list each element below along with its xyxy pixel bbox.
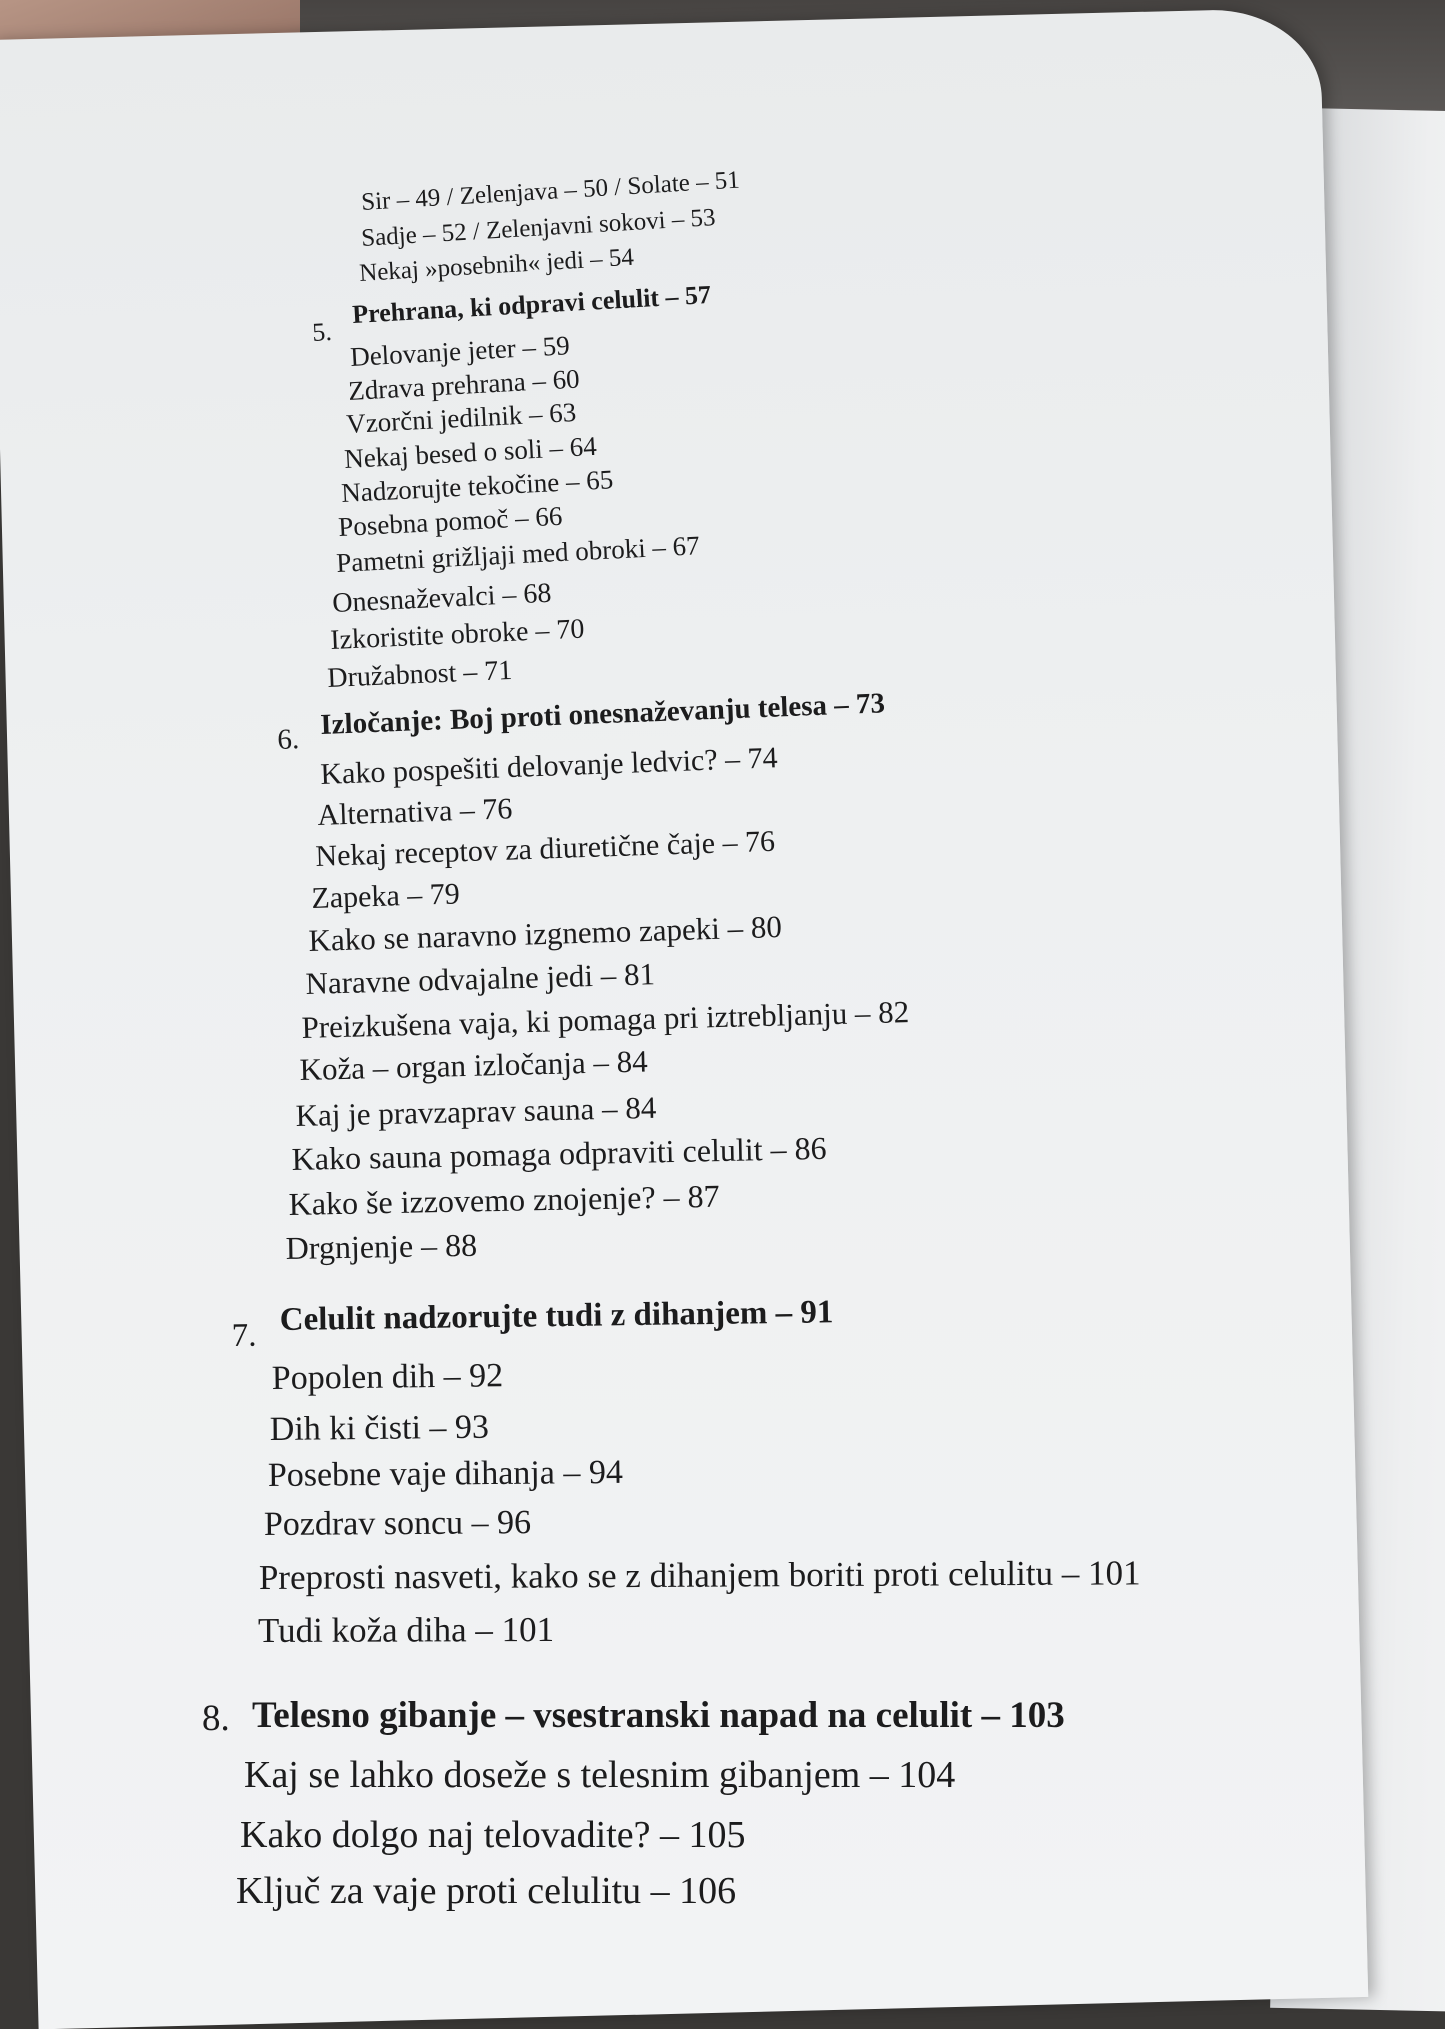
- toc-entry: Izkoristite obroke – 70: [329, 613, 586, 656]
- toc-entry: Posebne vaje dihanja – 94: [267, 1453, 624, 1494]
- toc-entry: Popolen dih – 92: [271, 1357, 504, 1397]
- toc-entry: Tudi koža diha – 101: [257, 1609, 555, 1650]
- chapter-title: Prehrana, ki odpravi celulit – 57: [351, 279, 712, 329]
- toc-entry: Zapeka – 79: [310, 877, 461, 915]
- toc-entry: Ključ za vaje proti celulitu – 106: [236, 1870, 737, 1912]
- toc-entry: Družabnost – 71: [326, 654, 513, 694]
- toc-entry: Nekaj receptov za diuretične čaje – 76: [314, 824, 776, 873]
- chapter-title: Telesno gibanje – vsestranski napad na celulit – 103: [252, 1695, 1065, 1736]
- chapter-number: 8.: [201, 1697, 230, 1739]
- chapter-title: Celulit nadzorujte tudi z dihanjem – 91: [279, 1294, 834, 1338]
- toc-entry: Kako sauna pomaga odpraviti celulit – 86: [291, 1129, 827, 1177]
- toc-entry: Alternativa – 76: [316, 792, 513, 832]
- toc-entry: Onesnaževalci – 68: [331, 577, 553, 619]
- toc-entry: Drgnjenje – 88: [285, 1226, 478, 1266]
- chapter-title: Izločanje: Boj proti onesnaževanju telesa – 73: [319, 687, 886, 741]
- toc-entry: Sir – 49 / Zelenjava – 50 / Solate – 51: [360, 166, 741, 216]
- toc-entry: Kako pospešiti delovanje ledvic? – 74: [319, 741, 779, 791]
- chapter-number: 6.: [276, 723, 300, 756]
- toc-entry: Pozdrav soncu – 96: [263, 1504, 532, 1543]
- toc-entry: Kako dolgo naj telovadite? – 105: [240, 1814, 746, 1856]
- toc-entry: Nadzorujte tekočine – 65: [340, 464, 614, 508]
- toc-entry: Delovanje jeter – 59: [349, 330, 571, 372]
- toc-entry: Preizkušena vaja, ki pomaga pri iztrebljanju – 82: [301, 994, 910, 1045]
- toc-entry: Vzorčni jedilnik – 63: [345, 396, 577, 439]
- toc-entry: Dih ki čisti – 93: [269, 1408, 490, 1448]
- toc-entry: Posebna pomoč – 66: [337, 500, 563, 542]
- toc-entry: Pametni grižljaji med obroki – 67: [335, 530, 701, 578]
- toc-entry: Kako še izzovemo znojenje? – 87: [288, 1177, 720, 1222]
- toc-entry: Kaj je pravzaprav sauna – 84: [295, 1089, 657, 1133]
- chapter-number: 5.: [311, 316, 333, 347]
- toc-entry: Preprosti nasveti, kako se z dihanjem boriti proti celulitu – 101: [258, 1553, 1141, 1597]
- toc-entry: Kaj se lahko doseže s telesnim gibanjem – 104: [244, 1754, 956, 1796]
- toc-entry: Sadje – 52 / Zelenjavni sokovi – 53: [360, 204, 717, 252]
- toc-entry: Koža – organ izločanja – 84: [299, 1043, 649, 1087]
- toc-entry: Nekaj besed o soli – 64: [343, 430, 598, 474]
- toc-entry: Kako se naravno izgnemo zapeki – 80: [308, 908, 783, 958]
- toc-entry: Zdrava prehrana – 60: [347, 363, 581, 406]
- chapter-number: 7.: [231, 1317, 257, 1354]
- toc-entry: Naravne odvajalne jedi – 81: [305, 956, 656, 1001]
- toc-entry: Nekaj »posebnih« jedi – 54: [358, 243, 635, 287]
